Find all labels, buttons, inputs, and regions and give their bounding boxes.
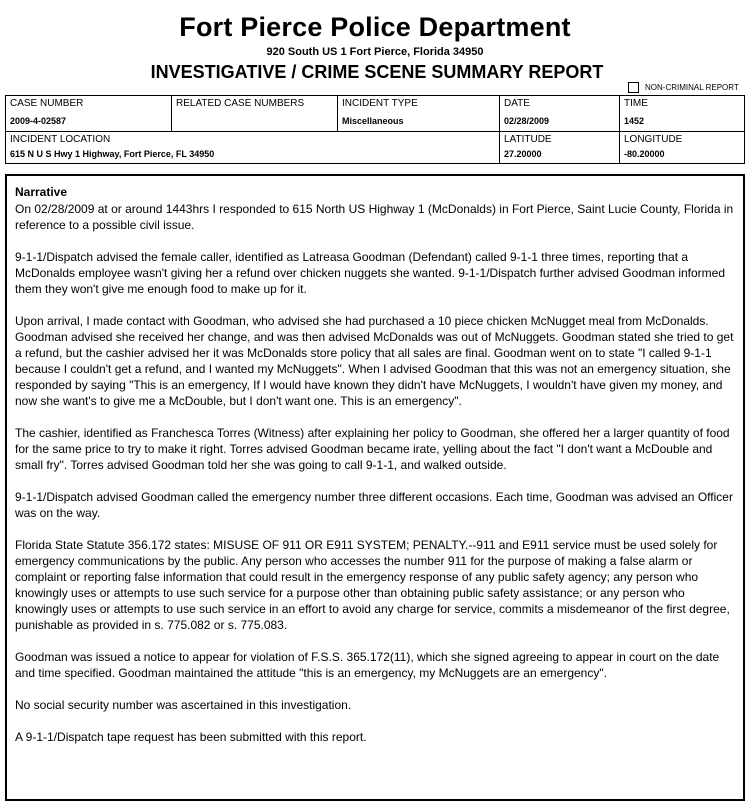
narrative-section xyxy=(5,174,745,801)
latitude-cell xyxy=(500,132,620,163)
incident-location-cell xyxy=(6,132,500,163)
longitude-value: -80.20000 xyxy=(624,149,665,159)
narrative-paragraph: Florida State Statute 356.172 states: MISUSE OF 911 OR E911 SYSTEM; PENALTY.--911 and E911 service must be used solely for emergency communications by the public. Any person who accesses the number 911 for the purpose of making a false alarm or complaint or reporting false information that could result in the emergency response of any public safety agency; any person who knowingly uses or attempts to use such service for a purpose other than obtaining public safety assistance; or any person who knowingly uses or attempts to use such service in an effort to avoid any charge for service, commits a misdemeanor of the first degree, punishable as provided in s. 775.082 or s. 775.083. xyxy=(15,538,730,632)
incident-type-cell xyxy=(338,96,500,132)
non-criminal-report-option[interactable] xyxy=(628,82,739,93)
incident-location-value: 615 N U S Hwy 1 Highway, Fort Pierce, FL 34950 xyxy=(10,149,215,159)
narrative-paragraph: On 02/28/2009 at or around 1443hrs I responded to 615 North US Highway 1 (McDonalds) in Fort Pierce, Saint Lucie County, Florida in reference to a possible civil issue. xyxy=(15,202,734,232)
latitude-value: 27.20000 xyxy=(504,149,542,159)
narrative-paragraph: Goodman was issued a notice to appear for violation of F.S.S. 365.172(11), which she signed agreeing to appear in court on the date and time specified. Goodman maintained the attitude "this is an emergency, my McNuggets are an emergency". xyxy=(15,650,720,680)
narrative-paragraph: The cashier, identified as Franchesca Torres (Witness) after explaining her policy to Goodman, she offered her a larger quantity of food for the same price to try to make it right. Torres advised Goodman became irate, yelling about the fact "I don't want a McDouble and small fry". Torres advised Goodman told her she was going to call 9-1-1, and walked outside. xyxy=(15,426,730,472)
time-label: TIME xyxy=(624,98,648,109)
date-cell xyxy=(500,96,620,132)
narrative-paragraph: A 9-1-1/Dispatch tape request has been submitted with this report. xyxy=(15,730,367,744)
incident-location-label: INCIDENT LOCATION xyxy=(10,134,111,145)
time-cell xyxy=(620,96,744,132)
narrative-paragraph: 9-1-1/Dispatch advised the female caller, identified as Latreasa Goodman (Defendant) called 9-1-1 three times, reporting that a McDonalds employee wasn't giving her a refund over chicken nuggets she wanted. 9-1-1/Dispatch further advised Goodman informed them they won't give me enough food to make up for it. xyxy=(15,250,726,296)
case-number-value: 2009-4-02587 xyxy=(10,116,67,126)
related-case-numbers-label: RELATED CASE NUMBERS xyxy=(176,98,305,109)
case-number-cell xyxy=(6,96,172,132)
longitude-cell xyxy=(620,132,744,163)
department-address: 920 South US 1 Fort Pierce, Florida 34950 xyxy=(266,46,484,58)
non-criminal-label: NON-CRIMINAL REPORT xyxy=(645,83,739,92)
narrative-paragraph: 9-1-1/Dispatch advised Goodman called the emergency number three different occasions. Each time, Goodman was advised an Officer was on the way. xyxy=(15,490,733,520)
time-value: 1452 xyxy=(624,116,645,126)
narrative-body xyxy=(15,201,737,761)
date-label: DATE xyxy=(504,98,530,109)
longitude-label: LONGITUDE xyxy=(624,134,683,145)
case-info-table xyxy=(5,95,745,164)
latitude-label: LATITUDE xyxy=(504,134,552,145)
department-title: Fort Pierce Police Department xyxy=(179,12,571,42)
narrative-paragraph: No social security number was ascertained in this investigation. xyxy=(15,698,352,712)
related-case-numbers-cell xyxy=(172,96,338,132)
incident-type-value: Miscellaneous xyxy=(342,116,404,126)
incident-type-label: INCIDENT TYPE xyxy=(342,98,418,109)
report-title: INVESTIGATIVE / CRIME SCENE SUMMARY REPORT xyxy=(150,62,604,82)
narrative-paragraph: Upon arrival, I made contact with Goodman, who advised she had purchased a 10 piece chicken McNugget meal from McDonalds. Goodman advised she received her change, and was then advised McDonalds was out of McNuggets. Goodman stated she tried to get a refund, but the cashier advised her it was McDonalds store policy that all sales are final. Goodman went on to state "I called 9-1-1 because I couldn't get a refund, and I wanted my McNuggets". When I advised Goodman that this was not an emergency situation, she responded by saying "This is an emergency, If I would have known they didn't have McNuggets, I wouldn't have given my money, and now she want's to give me a McDouble, but I don't want one. This is an emergency". xyxy=(15,314,734,408)
non-criminal-checkbox[interactable] xyxy=(628,82,639,93)
date-value: 02/28/2009 xyxy=(504,116,550,126)
case-number-label: CASE NUMBER xyxy=(10,98,84,109)
narrative-heading: Narrative xyxy=(15,185,68,199)
